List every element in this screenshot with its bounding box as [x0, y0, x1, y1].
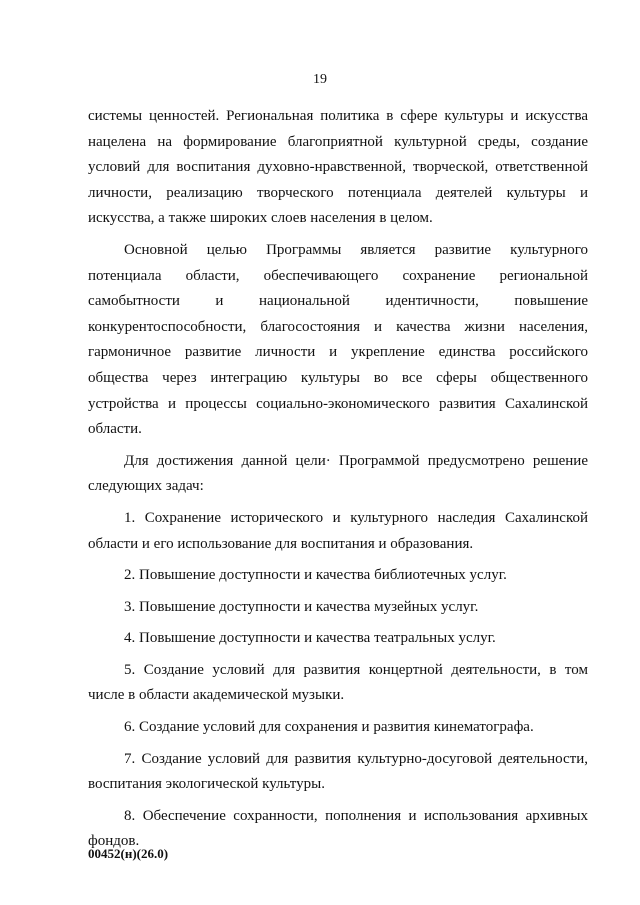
document-body: [88, 104, 588, 855]
task-item-8: 8. Обеспечение сохранности, пополнения и использования архивных фондов.: [88, 807, 588, 850]
task-item-3: 3. Повышение доступности и качества музейных услуг.: [124, 598, 479, 615]
task-item-2: 2. Повышение доступности и качества библиотечных услуг.: [124, 567, 507, 584]
task-item-7: 7. Создание условий для развития культурно-досуговой деятельности, воспитания экологической культуры.: [88, 750, 588, 793]
document-code: 00452(н)(26.0): [88, 846, 169, 861]
page-number: 19: [313, 72, 327, 87]
task-item-5: 5. Создание условий для развития концертной деятельности, в том числе в области академической музыки.: [88, 661, 588, 704]
task-item-1: 1. Сохранение исторического и культурного наследия Сахалинской области и его использование для воспитания и образования.: [88, 509, 588, 552]
paragraph-program-goal: Основной целью Программы является развитие культурного потенциала области, обеспечивающего сохранение региональной самобытности и национальной идентичности, повышение конкурентоспособности, благосостояния и качества жизни населения, гармоничное развитие личности и укрепление единства российского общества через интеграцию культуры во все сферы общественного устройства и процессы социально-экономического развития Сахалинской области.: [88, 241, 588, 438]
paragraph-tasks-intro: Для достижения данной цели· Программой предусмотрено решение следующих задач:: [88, 452, 588, 495]
task-item-4: 4. Повышение доступности и качества театральных услуг.: [124, 630, 496, 647]
paragraph-values-continuation: системы ценностей. Региональная политика в сфере культуры и искусства нацелена на формирование благоприятной культурной среды, создание условий для воспитания духовно-нравственной, творческой, ответственной личности, реализацию творческого потенциала деятелей культуры и искусства, а также широких слоев населения в целом.: [88, 108, 588, 227]
task-item-6: 6. Создание условий для сохранения и развития кинематографа.: [124, 719, 534, 736]
